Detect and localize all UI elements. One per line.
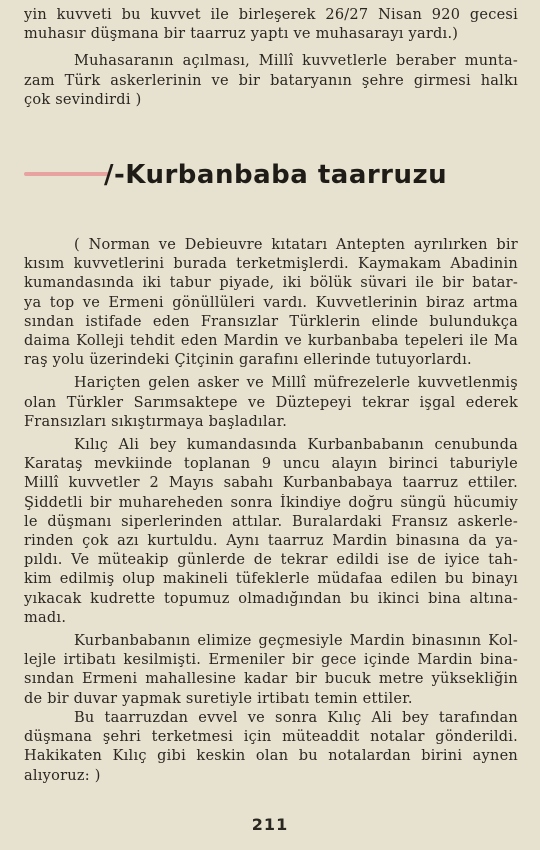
paragraph-1 [24,6,518,44]
text-line: rinden çok azı kurtuldu. Aynı taarruz Mardin binasına da ya- [24,533,518,550]
text-line: olan Türkler Sarımsaktepe ve Düztepeyi tekrar işgal ederek [24,394,518,411]
paragraph-5 [24,436,518,628]
red-pencil-mark [24,172,109,176]
paragraph-6 [24,632,518,709]
text-line: Millî kuvvetler 2 Mayıs sabahı Kurbanbabaya taarruz ettiler. [24,475,518,492]
text-line: Muhasaranın açılması, Millî kuvvetlerle beraber munta- [74,53,518,70]
text-line: daima Kolleji tehdit eden Mardin ve kurbanbaba tepeleri ile Ma [24,333,518,350]
text-line: le düşmanı siperlerinden attılar. Buralardaki Fransız askerle- [24,513,518,530]
text-line: muhasır düşmana bir taarruz yaptı ve muhasarayı yardı.) [24,26,459,43]
text-line: Kurbanbabanın elimize geçmesiyle Mardin binasının Kol- [74,633,518,650]
text-line: de bir duvar yapmak suretiyle irtibatı temin ettiler. [24,690,413,707]
text-line: kim edilmiş olup makineli tüfeklerle müdafaa edilen bu binayı [24,571,518,588]
text-line: düşmana şehri terketmesi için müteaddit notalar gönderildi. [24,729,518,746]
paragraph-7 [24,709,518,786]
text-line: Hariçten gelen asker ve Millî müfrezelerle kuvvetlenmiş [74,375,518,392]
paragraph-3 [24,236,518,370]
text-line: yıkacak kudrette topumuz olmadığından bu ikinci bina altına- [24,590,518,607]
text-line: sından istifade eden Fransızlar Türklerin elinde bulundukça [24,313,518,330]
text-line: kısım kuvvetlerini burada terketmişlerdi. Kaymakam Abadinin [24,256,518,273]
text-line: alıyoruz: ) [24,767,101,784]
text-line: lejle irtibatı kesilmişti. Ermeniler bir gece içinde Mardin bina- [24,652,518,669]
text-line: Hakikaten Kılıç gibi keskin olan bu notalardan birini aynen [24,748,518,765]
text-line: yin kuvveti bu kuvvet ile birleşerek 26/27 Nisan 920 gecesi [24,7,518,23]
text-line: çok sevindirdi ) [24,91,142,108]
text-line: madı. [24,609,67,626]
text-line: Bu taarruzdan evvel ve sonra Kılıç Ali bey tarafından [74,709,518,726]
text-line: Şiddetli bir muhareheden sonra İkindiye doğru süngü hücumiy [24,494,518,511]
section-heading-block [24,150,518,236]
text-line: pıldı. Ve müteakip günlerde de tekrar edildi ise de iyice tah- [24,552,518,569]
text-line: Fransızları sıkıştırmaya başladılar. [24,413,288,430]
text-line: ( Norman ve Debieuvre kıtatarı Antepten ayrılırken bir [74,237,518,254]
text-line: raş yolu üzerindeki Çitçinin garafını ellerinde tutuyorlardı. [24,352,472,369]
text-line: sından Ermeni mahallesine kadar bir bucuk metre yüksekliğin [24,671,518,688]
text-line: kumandasında iki tabur piyade, iki bölük süvari ile bir batar- [24,275,518,292]
paragraph-2 [24,52,518,110]
paragraph-4 [24,374,518,432]
text-line: Kılıç Ali bey kumandasında Kurbanbabanın cenubunda [74,437,518,454]
page-number: 211 [251,815,289,834]
section-heading: /-Kurbanbaba taarruzu [104,160,448,191]
text-line: ya top ve Ermeni gönüllüleri vardı. Kuvvetlerinin biraz artma [24,294,518,311]
text-line: zam Türk askerlerinin ve bir bataryanın şehre girmesi halkı [24,72,518,89]
text-line: Karataş mevkiinde toplanan 9 uncu alayın birinci taburiyle [24,456,518,473]
